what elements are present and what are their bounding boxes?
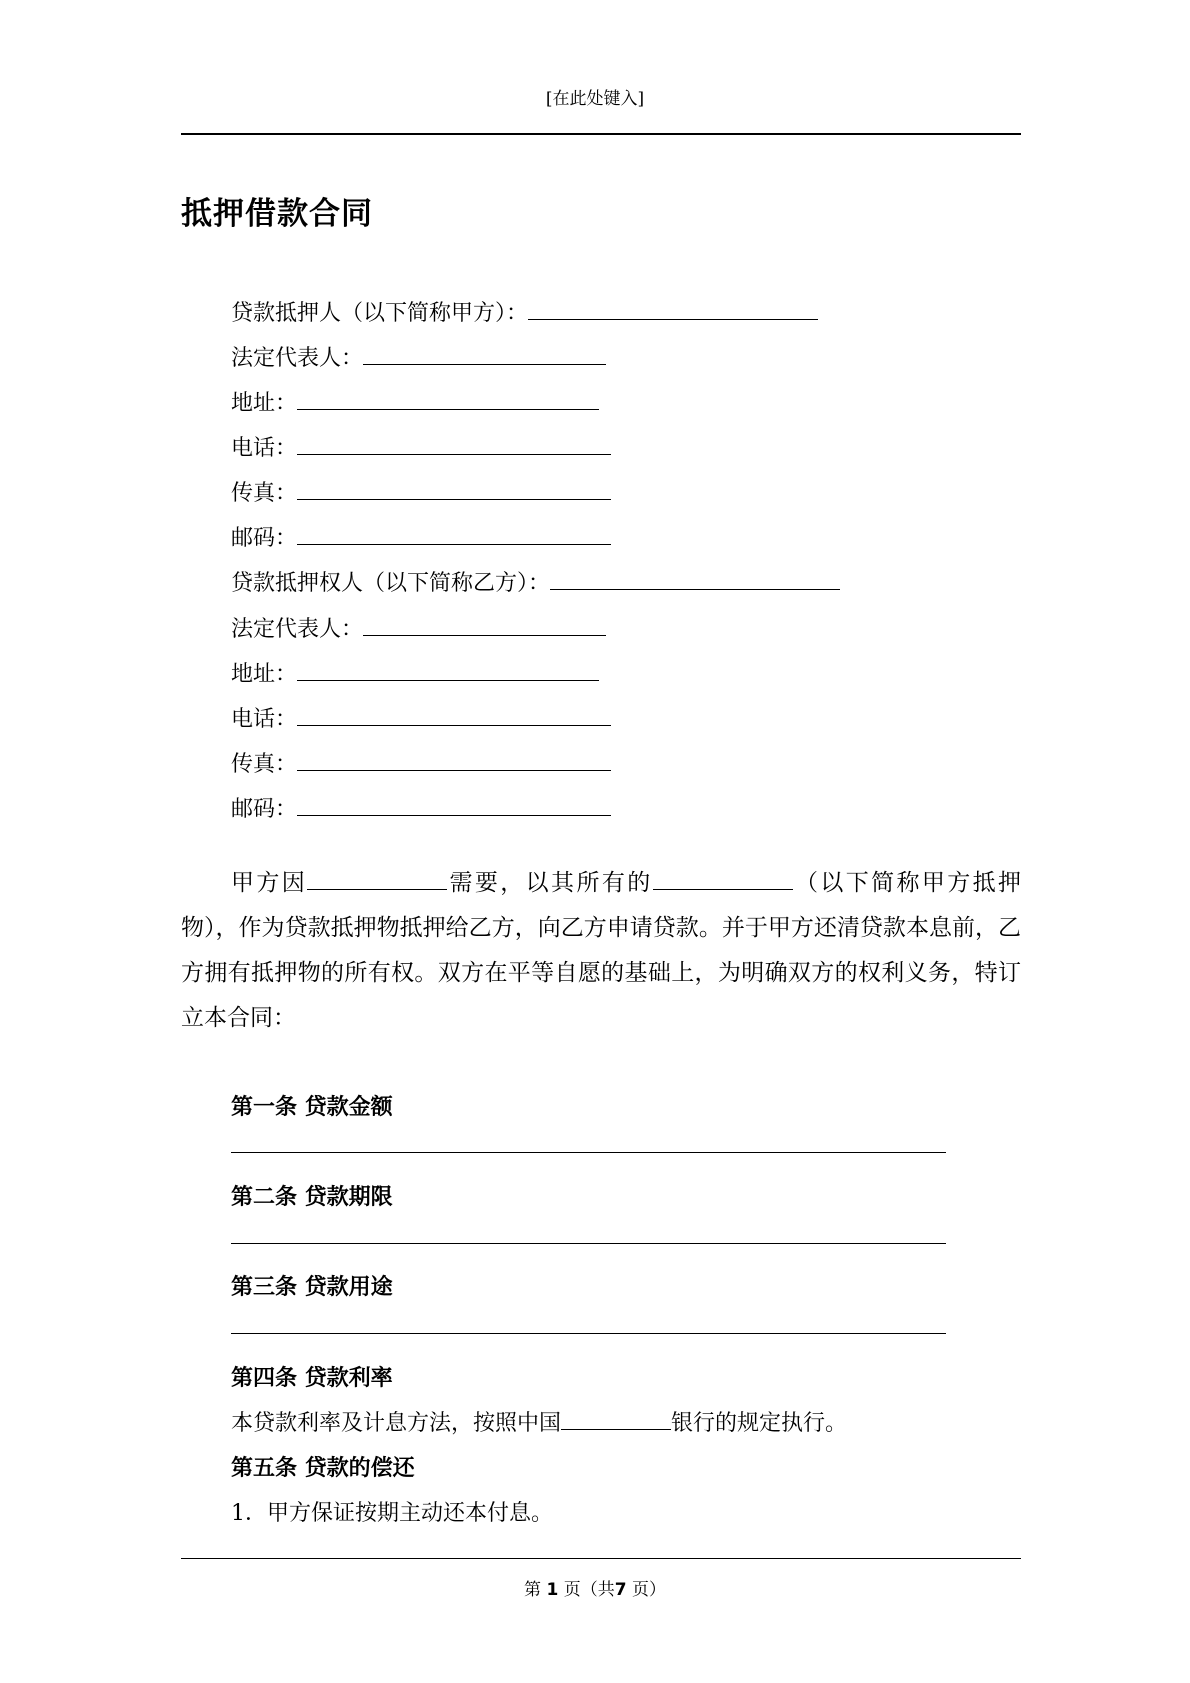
article-4-text	[231, 1406, 847, 1437]
article-4-bank-blank[interactable]	[561, 1407, 671, 1430]
party-a-address-label: 地址：	[231, 391, 298, 416]
party-b-rep-label: 法定代表人：	[231, 617, 364, 642]
party-a-fax-blank[interactable]	[297, 477, 611, 500]
article-2-blank[interactable]	[231, 1243, 946, 1244]
party-b-phone-line	[231, 702, 611, 733]
article-1-heading: 第一条 贷款金额	[231, 1095, 393, 1120]
party-b-postcode-line	[231, 792, 611, 823]
article-1-blank[interactable]	[231, 1152, 946, 1153]
party-b-address-blank[interactable]	[297, 658, 599, 681]
intro-text-1: 甲方因	[231, 870, 308, 896]
party-b-phone-label: 电话：	[231, 707, 298, 732]
party-a-rep-label: 法定代表人：	[231, 346, 364, 371]
party-b-postcode-blank[interactable]	[297, 793, 611, 816]
article-4-text-2: 银行的规定执行。	[671, 1411, 848, 1436]
document-title: 抵押借款合同	[181, 196, 373, 232]
header-placeholder[interactable]: [在此处键入]	[545, 89, 645, 109]
intro-purpose-blank[interactable]	[307, 867, 447, 890]
footer-prefix: 第	[524, 1580, 542, 1600]
article-2-heading: 第二条 贷款期限	[231, 1185, 393, 1210]
footer-suffix: 页）	[631, 1580, 666, 1600]
party-a-fax-line	[231, 476, 611, 507]
article-4-heading: 第四条 贷款利率	[231, 1366, 393, 1391]
party-a-phone-blank[interactable]	[297, 432, 611, 455]
party-b-phone-blank[interactable]	[297, 703, 611, 726]
footer-page-number: 1	[546, 1580, 559, 1600]
party-a-heading: 贷款抵押人（以下简称甲方）：	[231, 301, 529, 326]
party-b-postcode-label: 邮码：	[231, 797, 298, 822]
party-a-postcode-label: 邮码：	[231, 526, 298, 551]
intro-paragraph	[181, 861, 1021, 1041]
party-a-rep-blank[interactable]	[363, 342, 606, 365]
party-a-postcode-line	[231, 521, 611, 552]
footer-middle: 页（共	[563, 1580, 615, 1600]
article-5-heading: 第五条 贷款的偿还	[231, 1456, 415, 1481]
article-3-heading: 第三条 贷款用途	[231, 1275, 393, 1300]
party-a-address-line	[231, 386, 599, 417]
footer-rule	[181, 1558, 1021, 1559]
party-a-address-blank[interactable]	[297, 387, 599, 410]
intro-collateral-blank[interactable]	[653, 867, 793, 890]
party-b-name-blank[interactable]	[550, 567, 840, 590]
party-a-phone-label: 电话：	[231, 436, 298, 461]
intro-text-2: 需要，以其所有的	[447, 870, 653, 896]
party-b-heading-line	[231, 566, 840, 597]
party-a-rep-line	[231, 341, 606, 372]
page-footer	[0, 1575, 1190, 1600]
intro-text-3: （以下简称甲方抵押物），作为贷款抵押物抵押给乙方，向乙方申请贷款。并于甲方还清贷款本息前，乙方拥有抵押物的所有权。双方在平等自愿的基础上，为明确双方的权利义务，特订立本合同：	[181, 870, 1022, 1031]
article-3-blank[interactable]	[231, 1333, 946, 1334]
party-b-address-label: 地址：	[231, 662, 298, 687]
party-a-postcode-blank[interactable]	[297, 522, 611, 545]
party-b-rep-line	[231, 612, 606, 643]
party-b-fax-label: 传真：	[231, 752, 298, 777]
party-a-phone-line	[231, 431, 611, 462]
article-5-item-1: 1．甲方保证按期主动还本付息。	[231, 1501, 553, 1526]
party-a-heading-line	[231, 296, 818, 327]
footer-total-pages: 7	[614, 1580, 627, 1600]
article-4-text-1: 本贷款利率及计息方法，按照中国	[231, 1411, 562, 1436]
party-b-fax-blank[interactable]	[297, 748, 611, 771]
party-a-name-blank[interactable]	[528, 297, 818, 320]
header-rule	[181, 133, 1021, 135]
party-b-address-line	[231, 657, 599, 688]
party-b-rep-blank[interactable]	[363, 613, 606, 636]
party-a-fax-label: 传真：	[231, 481, 298, 506]
party-b-fax-line	[231, 747, 611, 778]
party-b-heading: 贷款抵押权人（以下简称乙方）：	[231, 571, 551, 596]
